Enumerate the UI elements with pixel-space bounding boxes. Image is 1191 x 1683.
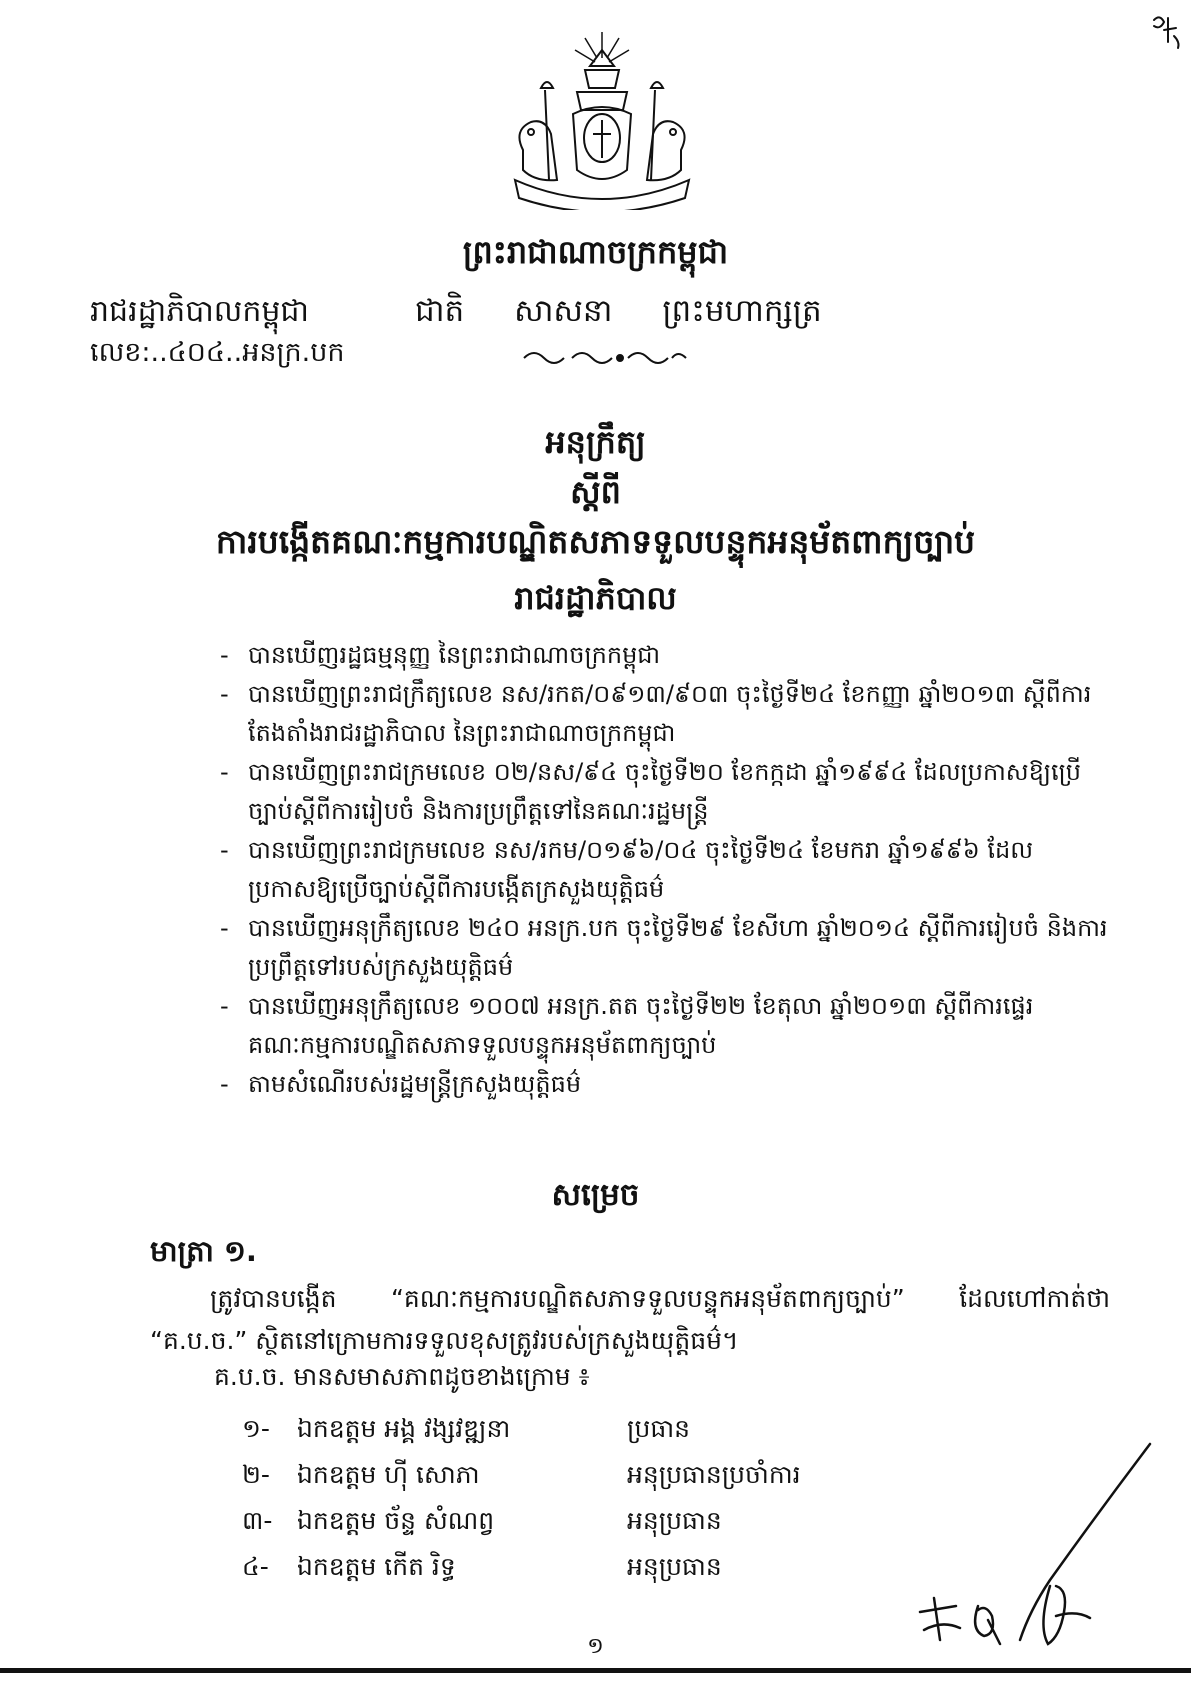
member-number: ១-: [242, 1414, 270, 1443]
national-motto: [415, 292, 862, 337]
royal-coat-of-arms-emblem: [505, 30, 700, 210]
member-number: ៤-: [242, 1552, 269, 1581]
document-type-title: អនុក្រឹត្យ: [545, 423, 646, 461]
member-role: អនុប្រធាន: [627, 1506, 722, 1535]
member-number: ២-: [242, 1460, 270, 1489]
legal-basis-item: - បានឃើញអនុក្រឹត្យលេខ ២៤០ អនក្រ.បក ចុះថ្ងៃទី២៩ ខែសីហា ឆ្នាំ២០១៤ ស្តីពីការរៀបចំ និងការប្រព្រឹត្តទៅរបស់ក្រសួងយុត្តិធម៌: [220, 909, 1115, 987]
reference-number: លេខ:..៤០៤..អនក្រ.បក: [90, 337, 345, 368]
subject-title: ការបង្កើតគណៈកម្មការបណ្ឌិតសភាទទួលបន្ទុកអនុម័តពាក្យច្បាប់: [215, 522, 976, 561]
handwritten-initials-signature: [900, 1440, 1160, 1660]
motto-nation: ជាតិ: [415, 293, 465, 329]
legal-basis-item: - បានឃើញព្រះរាជក្រឹត្យលេខ នស/រកត/០៩១៣/៩០៣ ចុះថ្ងៃទី២៤ ខែកញ្ញា ឆ្នាំ២០១៣ ស្តីពីការតែងតាំងរាជរដ្ឋាភិបាល នៃព្រះរាជាណាចក្រកម្ពុជា: [220, 675, 1115, 753]
article-heading: មាត្រា ១.: [150, 1234, 257, 1268]
legal-basis-item: - បានឃើញព្រះរាជក្រមលេខ នស/រកម/០១៩៦/០៤ ចុះថ្ងៃទី២៤ ខែមករា ឆ្នាំ១៩៩៦ ដែលប្រកាសឱ្យប្រើច្បាប់ស្តីពីការបង្កើតក្រសួងយុត្តិធម៌: [220, 831, 1115, 909]
legal-basis-item: - បានឃើញរដ្ឋធម្មនុញ្ញ នៃព្រះរាជាណាចក្រកម្ពុជា: [220, 636, 1115, 675]
motto-religion: សាសនា: [514, 293, 613, 329]
member-role: ប្រធាន: [627, 1414, 690, 1443]
ornament-divider: [520, 346, 690, 368]
decision-heading: សម្រេច: [551, 1177, 640, 1213]
page-number: ១: [587, 1634, 604, 1659]
kingdom-heading: ព្រះរាជាណាចក្រកម្ពុជា: [462, 233, 729, 271]
member-role: អនុប្រធានប្រចាំការ: [627, 1460, 801, 1489]
handwritten-corner-mark: [1150, 12, 1186, 52]
member-row: [242, 1506, 762, 1546]
footer-rule: [0, 1668, 1191, 1673]
member-row: [242, 1552, 762, 1592]
member-name: ឯកឧត្តម ច័ន្ទ សំណព្វ: [297, 1506, 495, 1535]
member-row: [242, 1414, 762, 1454]
article-body: ត្រូវបានបង្កើត “គណៈកម្មការបណ្ឌិតសភាទទួលបន្ទុកអនុម័តពាក្យច្បាប់” ដែលហៅកាត់ថា “គ.ប.ច.” ស្ថិតនៅក្រោមការទទួលខុសត្រូវរបស់ក្រសួងយុត្តិធម៌។: [150, 1284, 1110, 1355]
members-intro: គ.ប.ច. មានសមាសភាពដូចខាងក្រោម ៖: [214, 1362, 590, 1391]
member-role: អនុប្រធាន: [627, 1552, 722, 1581]
about-label: ស្តីពី: [570, 473, 621, 511]
legal-basis-item: - តាមសំណើរបស់រដ្ឋមន្ត្រីក្រសួងយុត្តិធម៌: [220, 1065, 1115, 1104]
government-label: រាជរដ្ឋាភិបាលកម្ពុជា: [90, 294, 309, 329]
member-name: ឯកឧត្តម ហ៊ី សោភា: [297, 1460, 480, 1489]
motto-king: ព្រះមហាក្សត្រ: [662, 293, 822, 329]
legal-basis-item: - បានឃើញព្រះរាជក្រមលេខ ០២/នស/៩៤ ចុះថ្ងៃទី២០ ខែកក្កដា ឆ្នាំ១៩៩៤ ដែលប្រកាសឱ្យប្រើច្បាប់ស្តីពីការរៀបចំ និងការប្រព្រឹត្តទៅនៃគណៈរដ្ឋមន្ត្រី: [220, 753, 1115, 831]
member-row: [242, 1460, 801, 1500]
legal-basis-item: - បានឃើញអនុក្រឹត្យលេខ ១០០៧ អនក្រ.តត ចុះថ្ងៃទី២២ ខែតុលា ឆ្នាំ២០១៣ ស្តីពីការផ្ទេរគណៈកម្មការបណ្ឌិតសភាទទួលបន្ទុកអនុម័តពាក្យច្បាប់: [220, 987, 1115, 1065]
member-name: ឯកឧត្តម អង្គ វង្សវឌ្ឍនា: [297, 1414, 511, 1443]
legal-basis-list: [220, 636, 1115, 1104]
member-name: ឯកឧត្តម កើត រិទ្ធ: [297, 1552, 456, 1581]
subject-title-line2: រាជរដ្ឋាភិបាល: [514, 579, 677, 617]
member-number: ៣-: [242, 1506, 273, 1535]
